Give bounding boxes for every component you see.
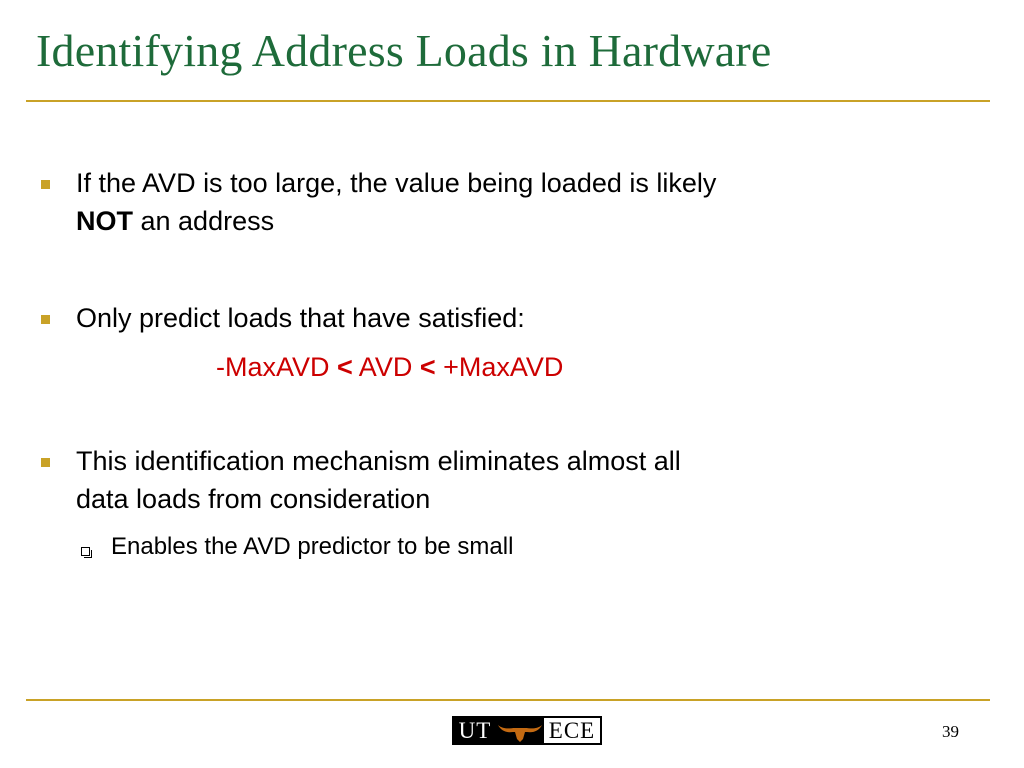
formula-avd: AVD: [352, 352, 420, 382]
formula-min: -MaxAVD: [216, 352, 338, 382]
bullet-1-emphasis: NOT: [76, 206, 133, 236]
bullet-3-line-1: This identification mechanism eliminates almost all: [76, 446, 681, 476]
page-number: 39: [942, 722, 959, 741]
avd-range-formula: [216, 348, 563, 386]
bullet-1-line-2-rest: an address: [133, 206, 275, 236]
slide-title: Identifying Address Loads in Hardware: [36, 25, 772, 76]
formula-less-than-1: <: [337, 352, 353, 382]
bullet-2-line-1: Only predict loads that have satisfied:: [76, 303, 525, 333]
bullet-1-line-2: [76, 202, 274, 240]
square-bullet-icon: [41, 180, 50, 189]
logo-ece-text: ECE: [544, 718, 600, 743]
bullet-1-line-1: If the AVD is too large, the value being loaded is likely: [76, 168, 717, 198]
ut-ece-logo: [452, 716, 602, 745]
title-divider: [26, 100, 990, 102]
square-bullet-icon: [41, 458, 50, 467]
formula-less-than-2: <: [419, 352, 436, 382]
square-bullet-icon: [41, 315, 50, 324]
sub-bullet-text: Enables the AVD predictor to be small: [111, 533, 514, 560]
formula-max: +MaxAVD: [435, 352, 564, 382]
bullet-3-line-2: data loads from consideration: [76, 484, 431, 514]
footer-divider: [26, 699, 990, 701]
hollow-square-bullet-icon: [81, 547, 90, 556]
longhorn-icon: [496, 718, 544, 743]
logo-ut-text: UT: [458, 718, 492, 743]
